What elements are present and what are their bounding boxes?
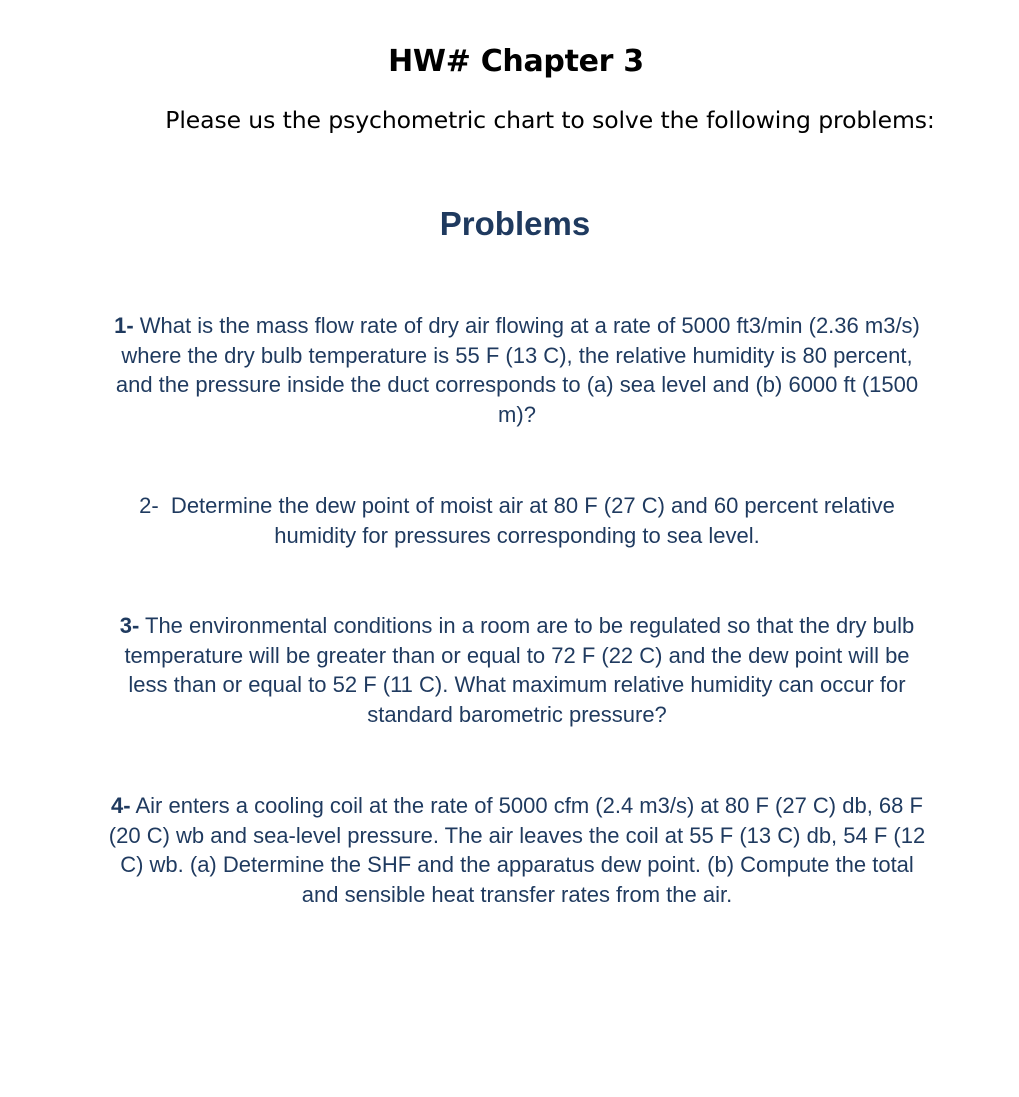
document-title: HW# Chapter 3 bbox=[388, 44, 644, 79]
problem-text: Air enters a cooling coil at the rate of 5000 cfm (2.4 m3/s) at 80 F (27 C) db, 68 F (20 C) wb and sea-level pressure. The air leaves the coil at 55 F (13 C) db, 54 F (12 C) wb. (a) Determine the SHF and the apparatus dew point. (b) Compute the total and sensible heat transfer rates from the air. bbox=[108, 793, 926, 907]
section-heading: Problems bbox=[439, 205, 591, 242]
problem-text: Determine the dew point of moist air at 80 F (27 C) and 60 percent relative humidity for pressures corresponding to sea level. bbox=[158, 493, 901, 548]
problem-number: 3- bbox=[119, 613, 140, 638]
problem-3 bbox=[102, 611, 932, 729]
problem-number: 4- bbox=[111, 793, 131, 818]
problem-number: 2- bbox=[139, 493, 159, 518]
intro-text: Please us the psychometric chart to solve the following problems: bbox=[165, 106, 935, 134]
problem-4 bbox=[102, 791, 932, 909]
problem-number: 1- bbox=[114, 313, 134, 338]
problem-1 bbox=[102, 311, 932, 429]
problem-2 bbox=[102, 491, 932, 550]
problem-text: What is the mass flow rate of dry air flowing at a rate of 5000 ft3/min (2.36 m3/s) where the dry bulb temperature is 55 F (13 C), the relative humidity is 80 percent, and the pressure inside the duct corresponds to (a) sea level and (b) 6000 ft (1500 m)? bbox=[115, 313, 920, 427]
problem-text: The environmental conditions in a room are to be regulated so that the dry bulb temperature will be greater than or equal to 72 F (22 C) and the dew point will be less than or equal to 52 F (11 C). What maximum relative humidity can occur for standard barometric pressure? bbox=[124, 613, 915, 727]
